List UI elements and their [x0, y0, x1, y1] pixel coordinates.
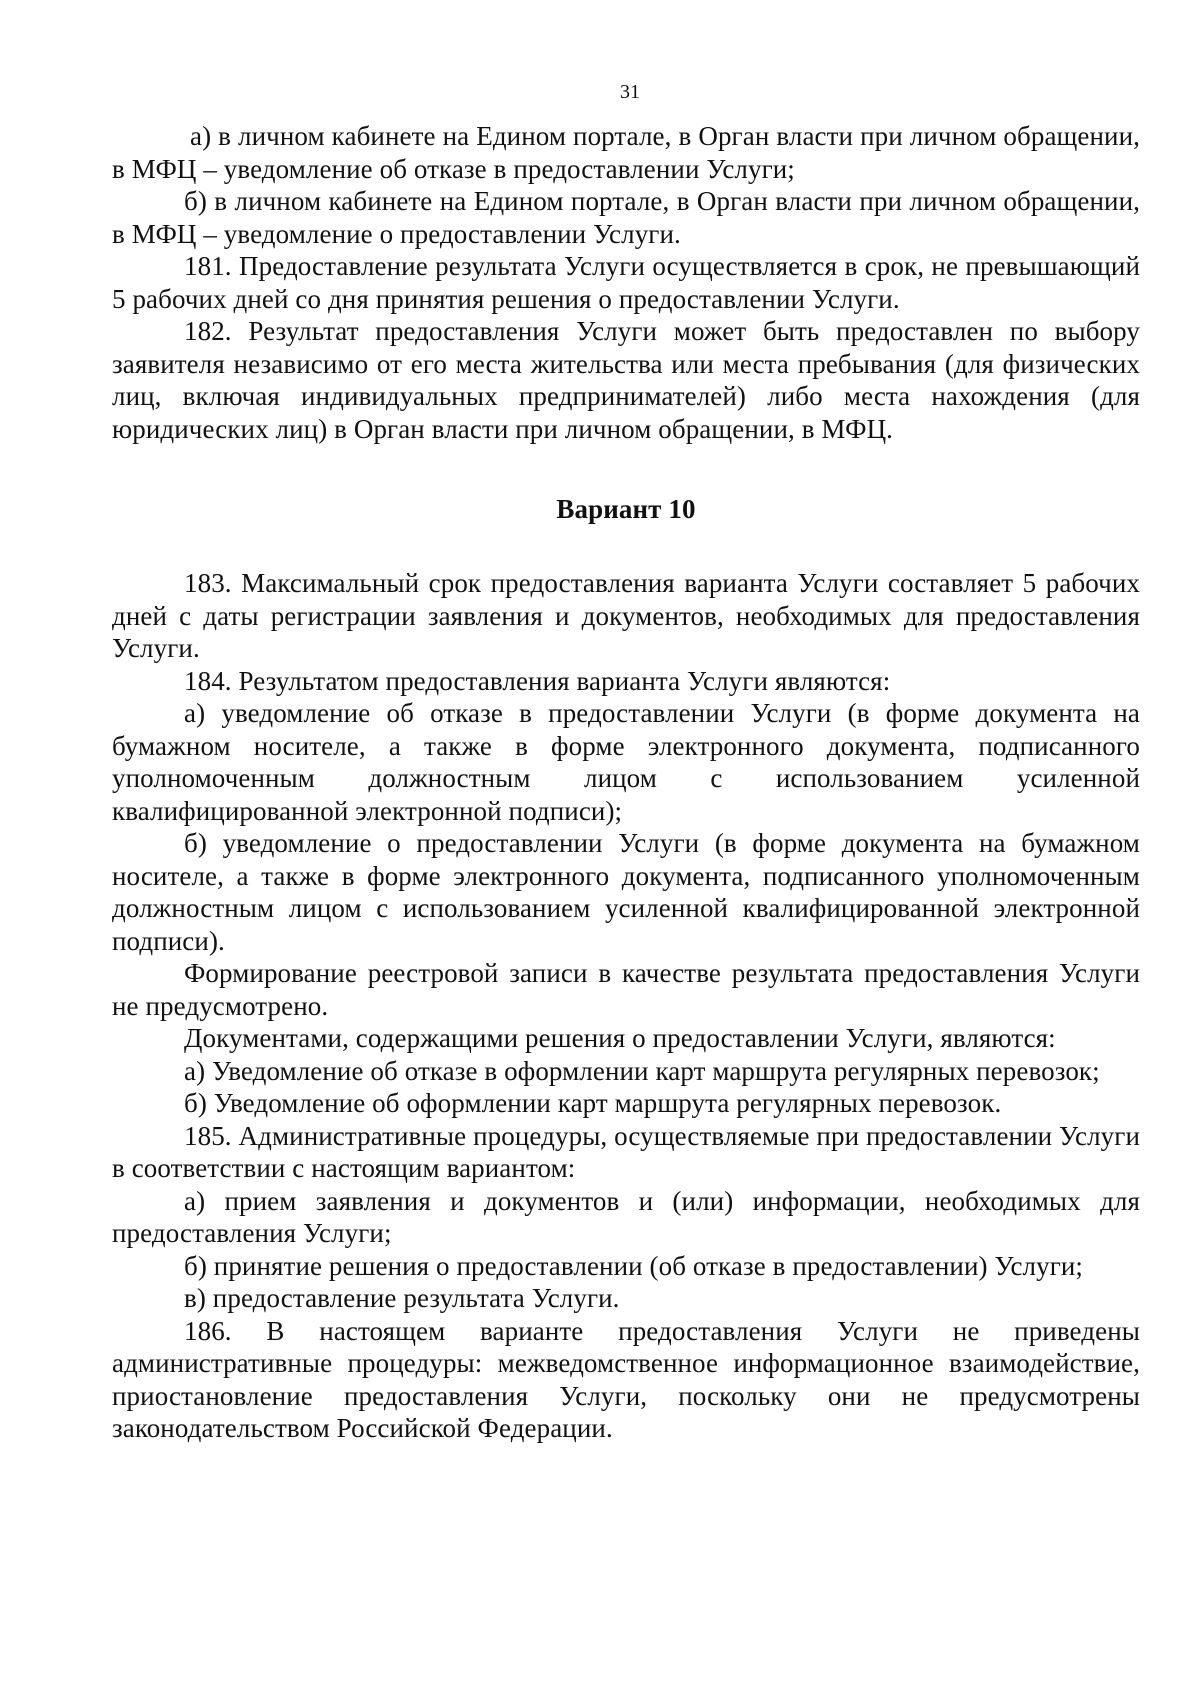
paragraph-registry-record: Формирование реестровой записи в качестве результата предоставления Услуги не предусмотрено.: [112, 958, 1140, 1021]
paragraph-decision-documents: Документами, содержащими решения о предоставлении Услуги, являются:: [184, 1023, 1056, 1053]
paragraph-185-a: а) прием заявления и документов и (или) информации, необходимых для предоставления Услуги;: [112, 1185, 1140, 1248]
page-number: 31: [620, 81, 640, 103]
paragraph-185: 185. Административные процедуры, осуществляемые при предоставлении Услуги в соответствии с настоящим вариантом:: [112, 1120, 1140, 1183]
paragraph-185-c: в) предоставление результата Услуги.: [184, 1283, 620, 1313]
paragraph-decision-documents-b: б) Уведомление об оформлении карт маршрута регулярных перевозок.: [184, 1088, 1002, 1118]
paragraph-184-a: а) уведомление об отказе в предоставлении Услуги (в форме документа на бумажном носителе, а также в форме электронного документа, подписанного уполномоченным должностным лицом с использованием усиленной квалифицированной электронной подписи);: [112, 698, 1140, 826]
paragraph-185-b: б) принятие решения о предоставлении (об отказе в предоставлении) Услуги;: [184, 1250, 1084, 1281]
paragraph-186: 186. В настоящем варианте предоставления Услуги не приведены административные процедуры: межведомственное информационное взаимодействие, приостановление предоставления Услуги, поскольку они не предусмотрены законодательством Российской Федерации.: [112, 1315, 1140, 1443]
paragraph-184-b: б) уведомление о предоставлении Услуги (в форме документа на бумажном носителе, а также в форме электронного документа, подписанного уполномоченным должностным лицом с использованием усиленной квалифицированной электронной подписи).: [112, 828, 1140, 956]
paragraph-182: 182. Результат предоставления Услуги может быть предоставлен по выбору заявителя независимо от его места жительства или места пребывания (для физических лиц, включая индивидуальных предпринимателей) либо места нахождения (для юридических лиц) в Орган власти при личном обращении, в МФЦ.: [112, 316, 1140, 444]
document-body: [112, 120, 1140, 1445]
paragraph-181: 181. Предоставление результата Услуги осуществляется в срок, не превышающий 5 рабочих дней со дня принятия решения о предоставлении Услуги.: [112, 251, 1140, 314]
paragraph-decision-documents-a: а) Уведомление об отказе в оформлении карт маршрута регулярных перевозок;: [184, 1055, 1100, 1086]
section-heading: Вариант 10: [556, 494, 696, 524]
paragraph-184: 184. Результатом предоставления варианта Услуги являются:: [184, 665, 891, 696]
paragraph-a-refusal-notice: а) в личном кабинете на Едином портале, в Орган власти при личном обращении, в МФЦ – уведомление об отказе в предоставлении Услуги;: [112, 121, 1140, 184]
paragraph-b-provision-notice: б) в личном кабинете на Едином портале, в Орган власти при личном обращении, в МФЦ – уведомление о предоставлении Услуги.: [112, 186, 1140, 249]
paragraph-183: 183. Максимальный срок предоставления варианта Услуги составляет 5 рабочих дней с даты регистрации заявления и документов, необходимых для предоставления Услуги.: [112, 568, 1140, 663]
